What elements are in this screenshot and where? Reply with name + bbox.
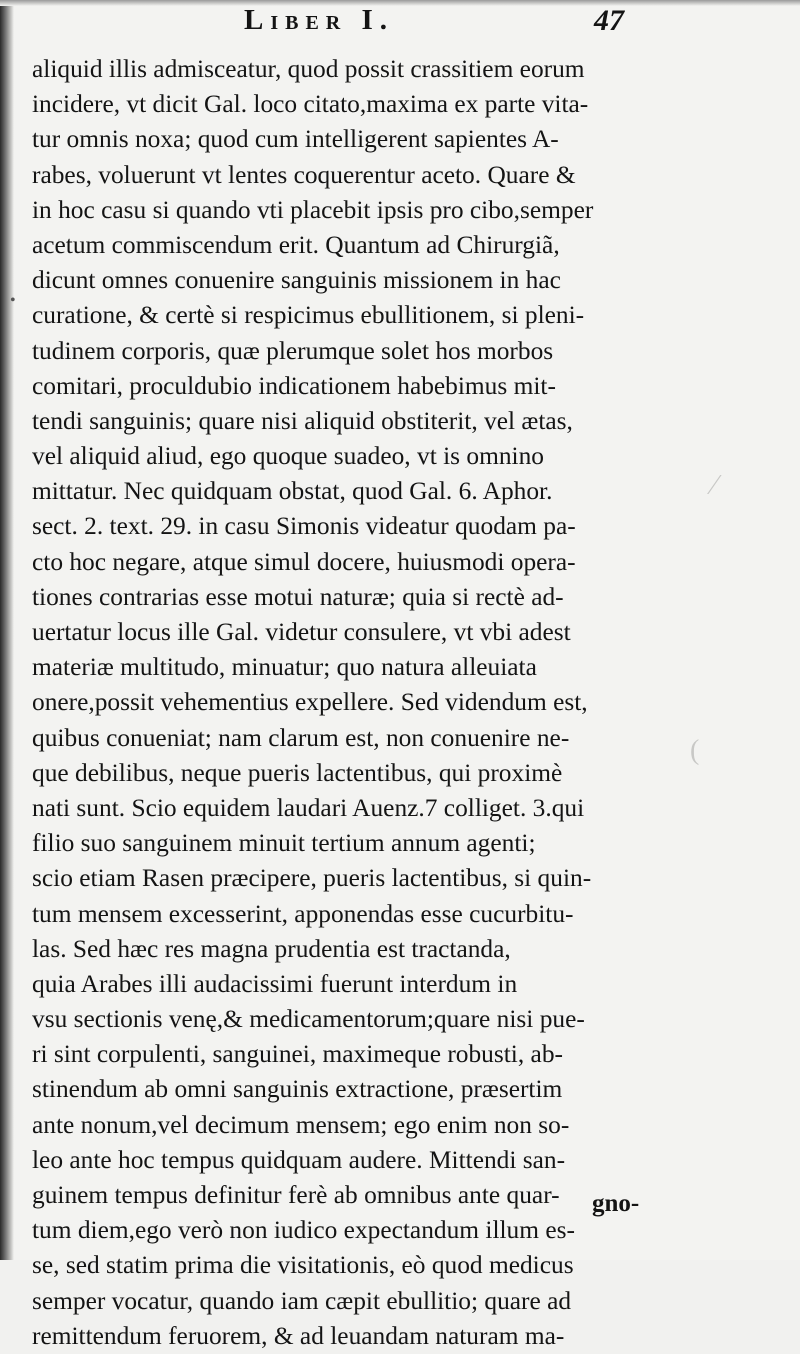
text-line: comitari, proculdubio indicationem habebimus mit-: [32, 371, 556, 400]
text-line: in hoc casu si quando vti placebit ipsis pro cibo,semper: [32, 195, 594, 224]
margin-bracket-icon: ⁄: [712, 470, 717, 501]
text-line: se, sed statim prima die visitationis, eò quod medicus: [32, 1251, 574, 1280]
text-line: guinem tempus definitur ferè ab omnibus ante quar-: [32, 1181, 560, 1209]
text-line: tum mensem excesserint, apponendas esse cucurbitu-: [32, 899, 574, 928]
text-line: leo ante hoc tempus quidquam audere. Mittendi san-: [32, 1145, 566, 1174]
text-line: semper vocatur, quando iam cæpit ebullitio; quare ad: [32, 1286, 572, 1315]
text-line: tum diem,ego verò non iudico expectandum illum es-: [32, 1216, 575, 1245]
text-line: sect. 2. text. 29. in casu Simonis videatur quodam pa-: [32, 512, 576, 541]
text-line: vsu sectionis venę,& medicamentorum;quare nisi pue-: [32, 1005, 585, 1034]
text-line: uertatur locus ille Gal. videtur consulere, vt vbi adest: [32, 618, 571, 646]
text-line: mittatur. Nec quidquam obstat, quod Gal. 6. Aphor.: [32, 477, 553, 506]
text-line: onere,possit vehementius expellere. Sed videndum est,: [32, 688, 588, 717]
text-line: dicunt omnes conuenire sanguinis missionem in hac: [32, 266, 561, 295]
text-line: tiones contrarias esse motui naturæ; quia si rectè ad-: [32, 582, 564, 611]
running-head: [34, 2, 654, 46]
text-line: ri sint corpulenti, sanguinei, maximeque robusti, ab-: [32, 1040, 563, 1069]
body-text: [32, 52, 662, 1354]
text-line: curatione, & certè si respicimus ebullitionem, si pleni-: [32, 301, 585, 330]
text-line: tendi sanguinis; quare nisi aliquid obstiterit, vel ætas,: [32, 406, 573, 435]
catchword: gno-: [592, 1190, 640, 1217]
binding-shadow: [0, 0, 14, 1260]
margin-bracket-icon: (: [690, 735, 700, 766]
running-title: Liber I.: [244, 4, 395, 36]
text-line: acetum commiscendum erit. Quantum ad Chirurgiã,: [32, 230, 560, 259]
text-line: filio suo sanguinem minuit tertium annum agenti;: [32, 829, 536, 858]
text-line: aliquid illis admisceatur, quod possit crassitiem eorum: [32, 55, 585, 83]
text-line: quia Arabes illi audacissimi fuerunt interdum in: [32, 969, 518, 998]
text-line: incidere, vt dicit Gal. loco citato,maxima ex parte vita-: [32, 90, 589, 119]
page-number: 47: [594, 4, 624, 37]
margin-mark-icon: •: [10, 292, 16, 309]
text-line: ante nonum,vel decimum mensem; ego enim non so-: [32, 1110, 570, 1139]
text-line: tudinem corporis, quæ plerumque solet hos morbos: [32, 336, 554, 365]
text-line: materiæ multitudo, minuatur; quo natura alleuiata: [32, 653, 537, 682]
text-line: que debilibus, neque pueris lactentibus, qui proximè: [32, 758, 563, 787]
text-line: cto hoc negare, atque simul docere, huiusmodi opera-: [32, 547, 576, 576]
text-line: las. Sed hæc res magna prudentia est tractanda,: [32, 934, 511, 963]
text-line: scio etiam Rasen præcipere, pueris lactentibus, si quin-: [32, 864, 592, 893]
text-line: stinendum ab omni sanguinis extractione, præsertim: [32, 1075, 563, 1104]
text-line: quibus conueniat; nam clarum est, non conuenire ne-: [32, 723, 570, 752]
text-line: nati sunt. Scio equidem laudari Auenz.7 colliget. 3.qui: [32, 793, 585, 822]
text-line: tur omnis noxa; quod cum intelligerent sapientes A-: [32, 125, 559, 154]
text-line: rabes, voluerunt vt lentes coquerentur aceto. Quare &: [32, 160, 576, 189]
text-line: vel aliquid aliud, ego quoque suadeo, vt is omnino: [32, 442, 544, 471]
text-line: remittendum feruorem, & ad leuandam naturam ma-: [32, 1321, 565, 1350]
